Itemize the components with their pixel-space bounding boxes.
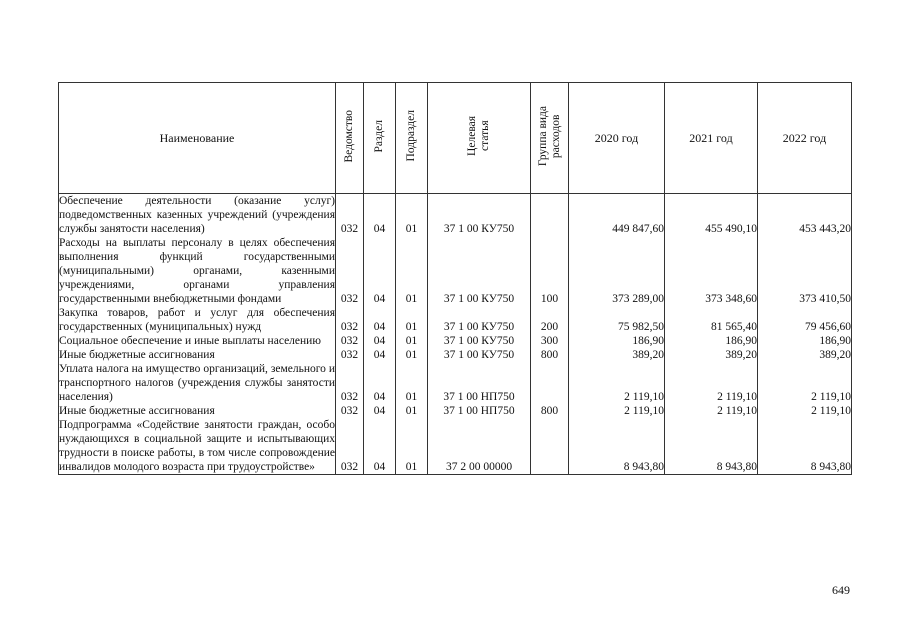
row-section: 04 — [364, 418, 396, 475]
row-2020: 389,20 — [569, 348, 665, 362]
row-section: 04 — [364, 306, 396, 334]
row-2022: 373 410,50 — [758, 236, 852, 306]
row-2021: 81 565,40 — [665, 306, 758, 334]
row-group — [531, 418, 569, 475]
row-name: Расходы на выплаты персоналу в целях обеспечения выполнения функций государственными (муниципальными) органами, казенными учреждениями, органами управления государственными внебюджетными фондами — [59, 237, 335, 305]
header-2020: 2020 год — [569, 83, 665, 194]
row-target: 37 1 00 КУ750 — [428, 334, 531, 348]
row-2022: 2 119,10 — [758, 404, 852, 418]
row-name: Закупка товаров, работ и услуг для обеспечения государственных (муниципальных) нужд — [59, 307, 335, 333]
row-section: 04 — [364, 362, 396, 404]
row-section: 04 — [364, 404, 396, 418]
row-2021: 2 119,10 — [665, 362, 758, 404]
header-section: Раздел — [364, 83, 396, 194]
row-2021: 455 490,10 — [665, 194, 758, 237]
row-2020: 2 119,10 — [569, 404, 665, 418]
row-dept: 032 — [336, 418, 364, 475]
row-2022: 186,90 — [758, 334, 852, 348]
row-subsection: 01 — [396, 418, 428, 475]
row-dept: 032 — [336, 306, 364, 334]
header-2021: 2021 год — [665, 83, 758, 194]
row-subsection: 01 — [396, 348, 428, 362]
row-2022: 453 443,20 — [758, 194, 852, 237]
row-name: Обеспечение деятельности (оказание услуг) подведомственных казенных учреждений (учреждения службы занятости населения) — [59, 195, 335, 235]
table-row — [59, 348, 852, 362]
row-group — [531, 194, 569, 237]
row-2022: 8 943,80 — [758, 418, 852, 475]
row-section: 04 — [364, 194, 396, 237]
row-target: 37 1 00 КУ750 — [428, 194, 531, 237]
row-name: Иные бюджетные ассигнования — [59, 348, 336, 362]
row-2022: 79 456,60 — [758, 306, 852, 334]
header-target: Целевая статья — [428, 83, 531, 194]
row-2020: 186,90 — [569, 334, 665, 348]
row-dept: 032 — [336, 362, 364, 404]
row-target: 37 1 00 КУ750 — [428, 306, 531, 334]
row-target: 37 1 00 КУ750 — [428, 348, 531, 362]
row-dept: 032 — [336, 334, 364, 348]
budget-table — [58, 82, 852, 475]
row-subsection: 01 — [396, 362, 428, 404]
row-subsection: 01 — [396, 194, 428, 237]
row-name: Подпрограмма «Содействие занятости граждан, особо нуждающихся в социальной защите и испытывающих трудности в поиске работы, в том числе сопровождение инвалидов молодого возраста при трудоустройстве» — [59, 419, 335, 473]
row-dept: 032 — [336, 348, 364, 362]
row-2020: 75 982,50 — [569, 306, 665, 334]
row-section: 04 — [364, 236, 396, 306]
row-name: Социальное обеспечение и иные выплаты населению — [59, 334, 336, 348]
row-subsection: 01 — [396, 236, 428, 306]
row-2020: 8 943,80 — [569, 418, 665, 475]
row-target: 37 2 00 00000 — [428, 418, 531, 475]
row-2021: 389,20 — [665, 348, 758, 362]
row-group: 100 — [531, 236, 569, 306]
row-2021: 186,90 — [665, 334, 758, 348]
row-subsection: 01 — [396, 306, 428, 334]
row-2021: 2 119,10 — [665, 404, 758, 418]
row-name: Уплата налога на имущество организаций, земельного и транспортного налогов (учреждения службы занятости населения) — [59, 363, 335, 403]
row-dept: 032 — [336, 236, 364, 306]
row-group: 200 — [531, 306, 569, 334]
row-group — [531, 362, 569, 404]
header-subsection: Подраздел — [396, 83, 428, 194]
table-row — [59, 418, 852, 475]
header-group: Группа вида расходов — [531, 83, 569, 194]
table-row — [59, 362, 852, 404]
header-row — [59, 83, 852, 194]
header-dept: Ведомство — [336, 83, 364, 194]
row-2022: 389,20 — [758, 348, 852, 362]
row-section: 04 — [364, 334, 396, 348]
row-2020: 373 289,00 — [569, 236, 665, 306]
table-row — [59, 194, 852, 237]
header-2022: 2022 год — [758, 83, 852, 194]
row-2020: 449 847,60 — [569, 194, 665, 237]
row-section: 04 — [364, 348, 396, 362]
header-name: Наименование — [59, 83, 336, 194]
row-target: 37 1 00 НП750 — [428, 362, 531, 404]
table-row — [59, 334, 852, 348]
row-2022: 2 119,10 — [758, 362, 852, 404]
row-subsection: 01 — [396, 404, 428, 418]
row-dept: 032 — [336, 194, 364, 237]
row-2021: 8 943,80 — [665, 418, 758, 475]
row-target: 37 1 00 НП750 — [428, 404, 531, 418]
row-dept: 032 — [336, 404, 364, 418]
row-group: 800 — [531, 404, 569, 418]
row-name: Иные бюджетные ассигнования — [59, 404, 336, 418]
row-subsection: 01 — [396, 334, 428, 348]
row-2021: 373 348,60 — [665, 236, 758, 306]
page-number: 649 — [832, 583, 850, 597]
row-group: 800 — [531, 348, 569, 362]
table-row — [59, 306, 852, 334]
row-2020: 2 119,10 — [569, 362, 665, 404]
row-target: 37 1 00 КУ750 — [428, 236, 531, 306]
table-row — [59, 236, 852, 306]
table-row — [59, 404, 852, 418]
row-group: 300 — [531, 334, 569, 348]
